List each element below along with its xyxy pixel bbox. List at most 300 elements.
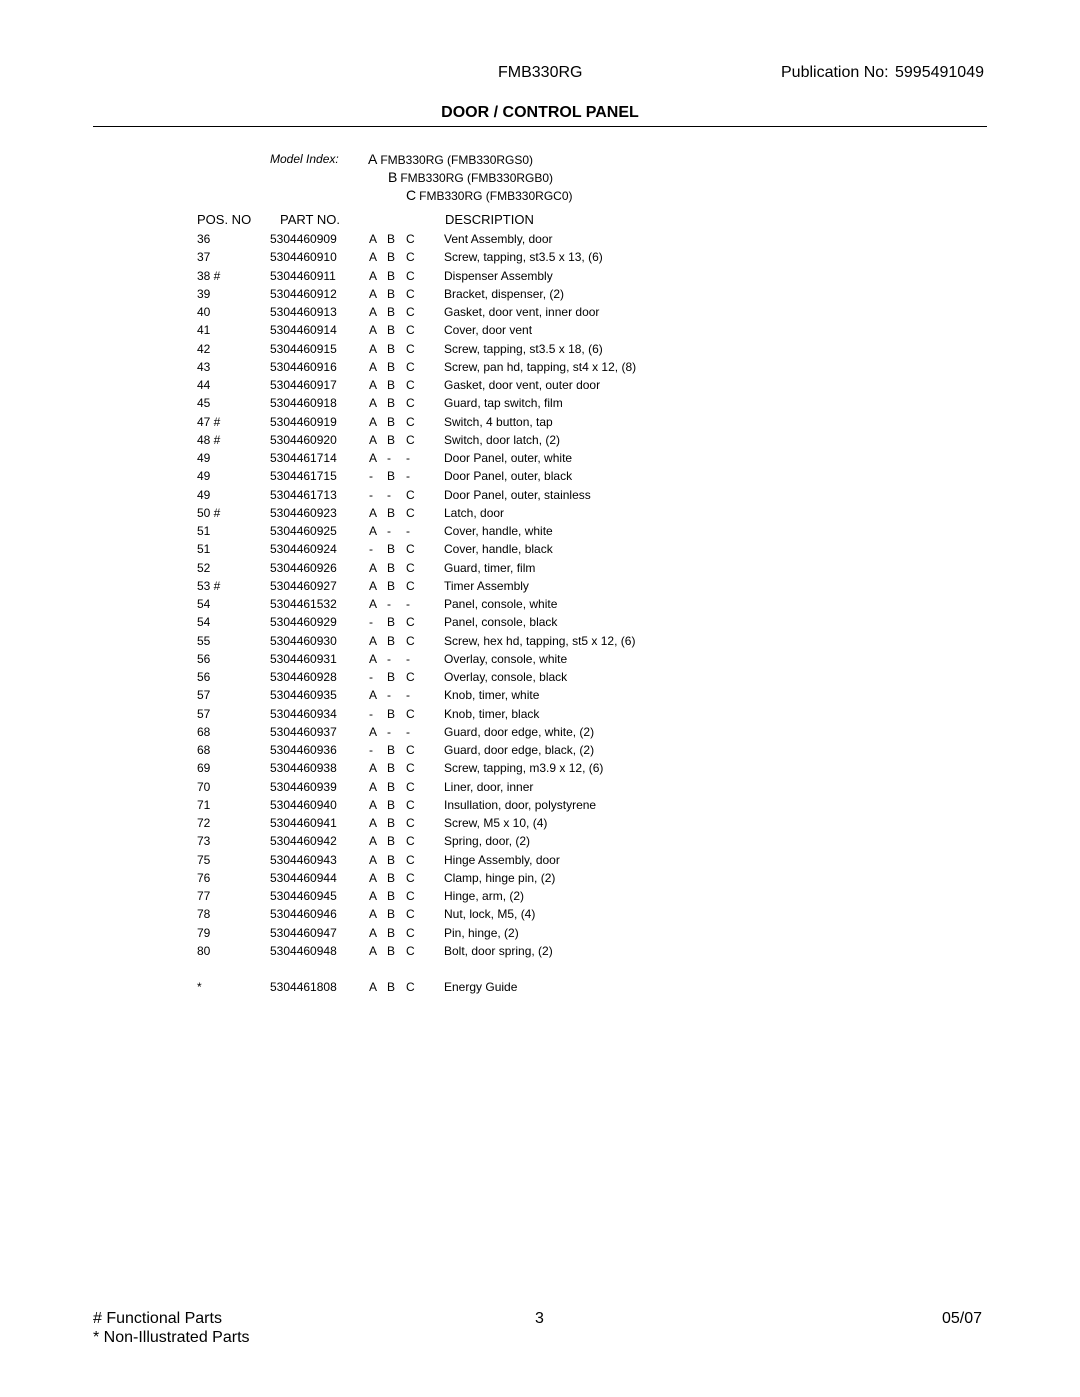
part-row (0, 723, 1080, 741)
publication-label: Publication No: (781, 64, 889, 81)
model-c-flag: C (406, 378, 415, 392)
model-b-flag: B (387, 305, 396, 319)
model-c-flag: C (406, 797, 415, 812)
model-a-flag: - (369, 487, 373, 502)
part-number: 5304460914 (270, 323, 337, 338)
position-number: 54 (197, 597, 211, 611)
part-description: Knob, timer, white (444, 688, 540, 703)
part-row (0, 924, 1080, 942)
position-number: 49 (197, 469, 211, 484)
part-number: 5304460917 (270, 378, 337, 392)
part-number: 5304460928 (270, 670, 337, 684)
model-index-entry-a (368, 151, 533, 167)
part-row (0, 905, 1080, 923)
model-b-flag: B (387, 232, 396, 246)
column-header-part: PART NO. (280, 212, 340, 227)
part-description: Cover, handle, black (444, 542, 553, 557)
part-description: Clamp, hinge pin, (2) (444, 870, 556, 885)
model-c-flag: C (406, 250, 415, 265)
position-number: * (197, 980, 202, 995)
model-a-flag: A (369, 907, 378, 922)
position-number: 80 (197, 943, 211, 958)
part-row (0, 559, 1080, 577)
part-number: 5304460938 (270, 761, 337, 776)
part-row (0, 321, 1080, 339)
part-number: 5304460920 (270, 432, 337, 447)
model-c-flag: C (406, 870, 415, 885)
model-a-flag: A (369, 524, 378, 538)
model-b-flag: B (387, 670, 396, 684)
model-b-flag: B (387, 907, 396, 922)
model-b-flag: - (387, 651, 391, 666)
part-row (0, 686, 1080, 704)
part-row (0, 778, 1080, 796)
model-b-flag: B (387, 341, 396, 356)
part-number: 5304460939 (270, 779, 337, 794)
part-number: 5304461808 (270, 980, 337, 995)
model-c-flag: C (406, 487, 415, 502)
position-number: 56 (197, 670, 211, 684)
model-c-flag: C (406, 578, 415, 593)
part-number: 5304460946 (270, 907, 337, 922)
part-description: Door Panel, outer, black (444, 469, 573, 484)
part-number: 5304460935 (270, 688, 337, 703)
model-a-flag: A (369, 925, 378, 940)
part-description: Spring, door, (2) (444, 834, 531, 849)
position-number: 39 (197, 286, 211, 301)
position-number: 69 (197, 761, 211, 776)
position-number: 75 (197, 852, 211, 867)
position-number: 45 (197, 396, 211, 411)
part-row (0, 869, 1080, 887)
part-number: 5304460913 (270, 305, 337, 319)
part-description: Insullation, door, polystyrene (444, 797, 597, 812)
part-number: 5304460931 (270, 651, 337, 666)
part-description: Guard, door edge, white, (2) (444, 724, 595, 739)
position-number: 72 (197, 816, 211, 830)
part-number: 5304460936 (270, 743, 337, 757)
part-row (0, 668, 1080, 686)
position-number: 48 # (197, 432, 221, 447)
part-description: Timer Assembly (444, 578, 529, 593)
functional-parts-note: # Functional Parts (93, 1310, 222, 1327)
model-c-flag: C (406, 396, 415, 411)
position-number: 36 (197, 232, 211, 246)
model-c-flag: C (406, 341, 415, 356)
part-row (0, 303, 1080, 321)
model-a-flag: A (369, 779, 378, 794)
parts-list (0, 230, 1080, 997)
model-a-flag: - (369, 469, 373, 484)
model-c-flag: C (406, 232, 415, 246)
part-row (0, 449, 1080, 467)
model-a-flag: A (369, 761, 378, 776)
part-number: 5304460929 (270, 615, 337, 630)
part-number: 5304460924 (270, 542, 337, 557)
model-c-flag: C (406, 542, 415, 557)
model-a-flag: A (369, 232, 378, 246)
part-description: Bolt, door spring, (2) (444, 943, 553, 958)
model-c-flag: - (406, 724, 410, 739)
part-description: Hinge, arm, (2) (444, 889, 525, 903)
model-index-entry-c (406, 187, 573, 203)
part-description: Hinge Assembly, door (444, 852, 560, 867)
part-row (0, 413, 1080, 431)
position-number: 68 (197, 743, 211, 757)
part-number: 5304460948 (270, 943, 337, 958)
model-b-flag: - (387, 597, 391, 611)
part-row (0, 267, 1080, 285)
page-title-container (0, 104, 1080, 122)
model-b-flag: B (387, 852, 396, 867)
model-b-flag: B (387, 578, 396, 593)
part-description: Latch, door (444, 505, 505, 520)
model-c-flag: C (406, 980, 415, 995)
model-index-letter: C (406, 187, 417, 203)
model-index-letter: A (368, 151, 378, 167)
model-c-flag: - (406, 597, 410, 611)
model-c-flag: C (406, 943, 415, 958)
part-description: Guard, timer, film (444, 560, 536, 575)
model-a-flag: A (369, 323, 378, 338)
part-number: 5304461715 (270, 469, 337, 484)
model-c-flag: C (406, 615, 415, 630)
model-a-flag: A (369, 816, 378, 830)
model-b-flag: B (387, 286, 396, 301)
part-row (0, 613, 1080, 631)
model-index-text: FMB330RG (FMB330RGB0) (400, 171, 554, 185)
model-index-label: Model Index: (270, 152, 339, 166)
part-number: 5304460942 (270, 834, 337, 849)
model-b-flag: B (387, 359, 396, 374)
model-b-flag: B (387, 706, 396, 721)
part-row (0, 759, 1080, 777)
position-number: 71 (197, 797, 211, 812)
part-description: Liner, door, inner (444, 779, 534, 794)
part-number: 5304460916 (270, 359, 337, 374)
title-divider (93, 126, 987, 127)
position-number: 37 (197, 250, 211, 265)
model-c-flag: C (406, 834, 415, 849)
model-a-flag: - (369, 706, 373, 721)
model-a-flag: A (369, 560, 378, 575)
part-number: 5304460937 (270, 724, 337, 739)
part-number: 5304460934 (270, 706, 337, 721)
part-row (0, 540, 1080, 558)
model-c-flag: C (406, 286, 415, 301)
model-a-flag: - (369, 542, 373, 557)
model-number: FMB330RG (498, 64, 583, 81)
model-b-flag: B (387, 469, 396, 484)
part-number: 5304460926 (270, 560, 337, 575)
model-b-flag: B (387, 432, 396, 447)
model-b-flag: B (387, 925, 396, 940)
position-number: 43 (197, 359, 211, 374)
part-description: Screw, M5 x 10, (4) (444, 816, 548, 830)
model-b-flag: B (387, 633, 396, 648)
model-a-flag: A (369, 724, 378, 739)
model-b-flag: B (387, 870, 396, 885)
model-a-flag: A (369, 341, 378, 356)
model-b-flag: B (387, 816, 396, 830)
publication-number: 5995491049 (895, 64, 984, 81)
model-a-flag: A (369, 980, 378, 995)
model-b-flag: - (387, 451, 391, 465)
part-number: 5304460940 (270, 797, 337, 812)
part-row (0, 394, 1080, 412)
part-description: Pin, hinge, (2) (444, 925, 519, 940)
part-row (0, 504, 1080, 522)
position-number: 56 (197, 651, 211, 666)
part-description: Screw, tapping, st3.5 x 18, (6) (444, 341, 603, 356)
part-row (0, 887, 1080, 905)
column-header-pos: POS. NO (197, 212, 252, 227)
model-a-flag: A (369, 651, 378, 666)
model-b-flag: B (387, 560, 396, 575)
model-a-flag: A (369, 250, 378, 265)
model-c-flag: C (406, 305, 415, 319)
model-c-flag: C (406, 323, 415, 338)
model-a-flag: A (369, 378, 378, 392)
part-row (0, 650, 1080, 668)
model-c-flag: C (406, 560, 415, 575)
part-row (0, 942, 1080, 960)
model-b-flag: B (387, 542, 396, 557)
model-c-flag: - (406, 469, 410, 484)
position-number: 57 (197, 706, 211, 721)
model-b-flag: B (387, 943, 396, 958)
part-number: 5304460923 (270, 505, 337, 520)
model-a-flag: A (369, 305, 378, 319)
model-c-flag: - (406, 451, 410, 465)
model-a-flag: A (369, 268, 378, 283)
model-a-flag: - (369, 670, 373, 684)
part-row (0, 978, 1080, 996)
part-row (0, 851, 1080, 869)
part-description: Gasket, door vent, outer door (444, 378, 601, 392)
position-number: 41 (197, 323, 211, 338)
publication-date: 05/07 (942, 1310, 983, 1327)
model-c-flag: C (406, 779, 415, 794)
model-b-flag: B (387, 834, 396, 849)
model-b-flag: B (387, 743, 396, 757)
position-number: 54 (197, 615, 211, 630)
model-b-flag: B (387, 797, 396, 812)
part-number: 5304460915 (270, 341, 337, 356)
model-c-flag: - (406, 651, 410, 666)
part-description: Screw, tapping, m3.9 x 12, (6) (444, 761, 604, 776)
part-row (0, 741, 1080, 759)
model-index-text: FMB330RG (FMB330RGC0) (419, 189, 573, 203)
model-a-flag: A (369, 889, 378, 903)
part-row (0, 431, 1080, 449)
position-number: 38 # (197, 268, 221, 283)
model-a-flag: - (369, 615, 373, 630)
position-number: 51 (197, 542, 211, 557)
model-c-flag: C (406, 670, 415, 684)
model-a-flag: A (369, 870, 378, 885)
part-description: Overlay, console, white (444, 651, 568, 666)
part-description: Energy Guide (444, 980, 518, 995)
part-description: Guard, door edge, black, (2) (444, 743, 595, 757)
part-description: Switch, 4 button, tap (444, 414, 553, 429)
model-c-flag: C (406, 852, 415, 867)
part-number: 5304460943 (270, 852, 337, 867)
part-number: 5304461714 (270, 451, 337, 465)
part-description: Panel, console, white (444, 597, 558, 611)
model-c-flag: C (406, 505, 415, 520)
model-b-flag: - (387, 724, 391, 739)
model-a-flag: A (369, 834, 378, 849)
model-b-flag: B (387, 323, 396, 338)
model-a-flag: A (369, 688, 378, 703)
part-number: 5304461532 (270, 597, 337, 611)
model-a-flag: A (369, 414, 378, 429)
page-number: 3 (535, 1310, 544, 1327)
part-number: 5304460909 (270, 232, 337, 246)
model-b-flag: B (387, 250, 396, 265)
part-description: Guard, tap switch, film (444, 396, 563, 411)
part-description: Knob, timer, black (444, 706, 540, 721)
model-b-flag: B (387, 761, 396, 776)
position-number: 49 (197, 451, 211, 465)
part-row (0, 230, 1080, 248)
part-row (0, 632, 1080, 650)
model-a-flag: A (369, 451, 378, 465)
model-a-flag: A (369, 432, 378, 447)
model-index-entry-b (388, 169, 553, 185)
model-b-flag: B (387, 615, 396, 630)
part-row (0, 285, 1080, 303)
position-number: 53 # (197, 578, 221, 593)
part-row (0, 486, 1080, 504)
part-row (0, 376, 1080, 394)
model-c-flag: C (406, 268, 415, 283)
part-number: 5304460912 (270, 286, 337, 301)
part-description: Gasket, door vent, inner door (444, 305, 600, 319)
part-row (0, 832, 1080, 850)
position-number: 73 (197, 834, 211, 849)
model-index-letter: B (388, 169, 398, 185)
part-number: 5304460910 (270, 250, 337, 265)
part-description: Panel, console, black (444, 615, 558, 630)
position-number: 76 (197, 870, 211, 885)
part-row (0, 340, 1080, 358)
part-number: 5304460947 (270, 925, 337, 940)
model-b-flag: B (387, 889, 396, 903)
part-row (0, 814, 1080, 832)
model-c-flag: C (406, 761, 415, 776)
part-description: Bracket, dispenser, (2) (444, 286, 565, 301)
part-number: 5304460945 (270, 889, 337, 903)
model-a-flag: - (369, 743, 373, 757)
part-description: Door Panel, outer, white (444, 451, 573, 465)
model-b-flag: B (387, 378, 396, 392)
part-description: Screw, tapping, st3.5 x 13, (6) (444, 250, 603, 265)
position-number: 78 (197, 907, 211, 922)
model-b-flag: B (387, 396, 396, 411)
model-a-flag: A (369, 359, 378, 374)
model-a-flag: A (369, 396, 378, 411)
part-number: 5304460918 (270, 396, 337, 411)
position-number: 55 (197, 633, 211, 648)
model-c-flag: C (406, 414, 415, 429)
position-number: 70 (197, 779, 211, 794)
model-c-flag: C (406, 633, 415, 648)
part-description: Door Panel, outer, stainless (444, 487, 591, 502)
part-number: 5304460925 (270, 524, 337, 538)
row-spacer (0, 960, 1080, 978)
model-b-flag: B (387, 505, 396, 520)
model-a-flag: A (369, 578, 378, 593)
part-description: Screw, pan hd, tapping, st4 x 12, (8) (444, 359, 637, 374)
part-number: 5304461713 (270, 487, 337, 502)
model-b-flag: - (387, 688, 391, 703)
position-number: 49 (197, 487, 211, 502)
part-row (0, 595, 1080, 613)
model-b-flag: B (387, 414, 396, 429)
position-number: 77 (197, 889, 211, 903)
part-description: Cover, handle, white (444, 524, 553, 538)
model-a-flag: A (369, 633, 378, 648)
model-a-flag: A (369, 505, 378, 520)
part-number: 5304460927 (270, 578, 337, 593)
model-c-flag: C (406, 359, 415, 374)
model-c-flag: C (406, 743, 415, 757)
model-c-flag: C (406, 907, 415, 922)
part-row (0, 705, 1080, 723)
position-number: 79 (197, 925, 211, 940)
part-description: Cover, door vent (444, 323, 533, 338)
column-header-description: DESCRIPTION (445, 212, 534, 227)
page-title: DOOR / CONTROL PANEL (441, 104, 639, 121)
model-b-flag: - (387, 524, 391, 538)
part-row (0, 522, 1080, 540)
position-number: 68 (197, 724, 211, 739)
model-b-flag: B (387, 980, 396, 995)
position-number: 52 (197, 560, 211, 575)
model-a-flag: A (369, 943, 378, 958)
model-c-flag: - (406, 524, 410, 538)
model-b-flag: - (387, 487, 391, 502)
model-a-flag: A (369, 797, 378, 812)
part-description: Nut, lock, M5, (4) (444, 907, 536, 922)
part-number: 5304460919 (270, 414, 337, 429)
model-index-text: FMB330RG (FMB330RGS0) (380, 153, 534, 167)
part-description: Vent Assembly, door (444, 232, 553, 246)
model-a-flag: A (369, 852, 378, 867)
part-row (0, 796, 1080, 814)
part-description: Screw, hex hd, tapping, st5 x 12, (6) (444, 633, 636, 648)
model-c-flag: C (406, 816, 415, 830)
part-number: 5304460930 (270, 633, 337, 648)
part-number: 5304460911 (270, 268, 336, 283)
part-description: Dispenser Assembly (444, 268, 553, 283)
model-a-flag: A (369, 597, 378, 611)
model-b-flag: B (387, 268, 396, 283)
position-number: 42 (197, 341, 211, 356)
model-b-flag: B (387, 779, 396, 794)
position-number: 57 (197, 688, 211, 703)
part-number: 5304460944 (270, 870, 337, 885)
position-number: 47 # (197, 414, 221, 429)
position-number: 50 # (197, 505, 221, 520)
part-row (0, 577, 1080, 595)
model-c-flag: C (406, 432, 415, 447)
position-number: 44 (197, 378, 211, 392)
part-number: 5304460941 (270, 816, 337, 830)
position-number: 51 (197, 524, 211, 538)
